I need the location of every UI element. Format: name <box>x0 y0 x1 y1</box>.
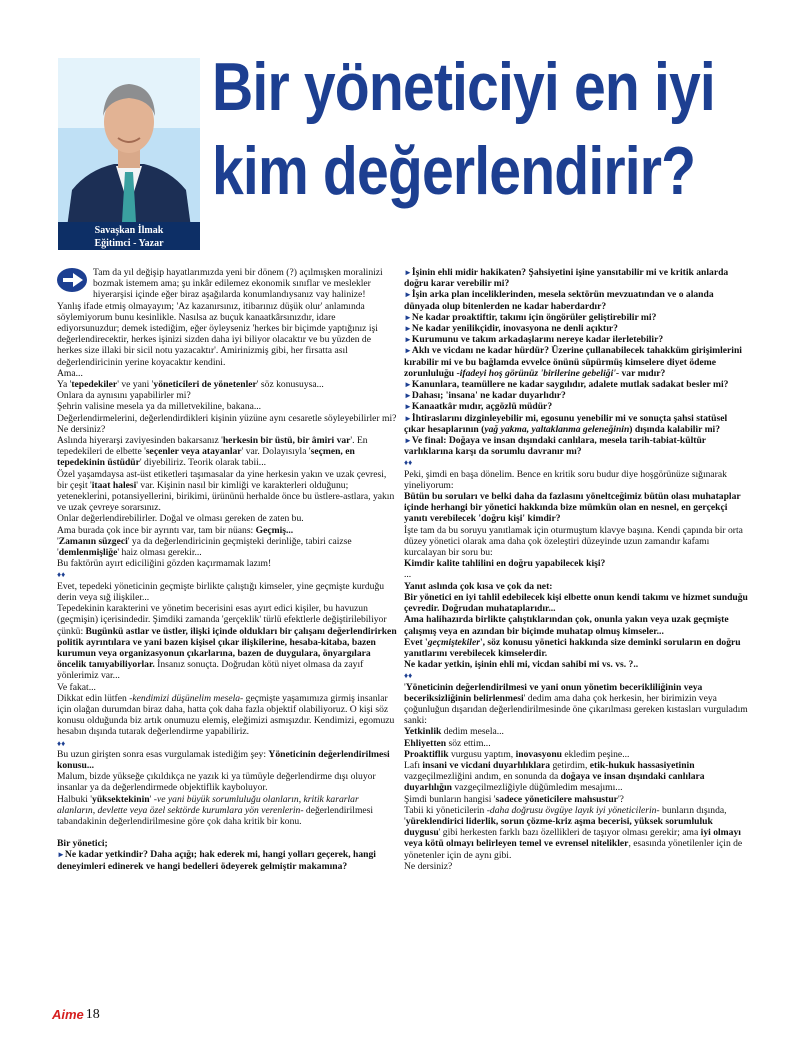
paragraph: Ama... <box>57 367 83 379</box>
paragraph: Kimdir kalite tahlilini en doğru yapabilecek kişi? <box>404 558 606 570</box>
question-item: ►Kanaatkâr mıdır, açgözlü müdür? <box>404 401 553 413</box>
paragraph: Bir yönetici en iyi tahlil edebilecek kişi elbette onun kendi takımı ve hizmet sunduğu çevredir. Doğrudan muhataplarıdır... <box>404 591 748 615</box>
triangle-bullet-icon: ► <box>404 335 412 345</box>
paragraph: Ya 'tepedekiler' ve yani 'yöneticileri de yönetenler' söz konusuysa... <box>57 379 324 391</box>
section-separator: ♦♦ <box>404 671 413 681</box>
article-title <box>212 45 715 213</box>
question-item: ►Aklı ve vicdanı ne kadar hürdür? Üzerine çullanabilecek tahakküm girişimlerini kırabilir mi ve bu bağlamda evvelce önünü süpürmüş kimselere diyet ödeme zorunluluğu -ifadeyi hoş görünüz 'birilerine gebeliği'- var mıdır? <box>404 345 742 379</box>
paragraph: Yanıt aslında çok kısa ve çok da net: <box>404 580 553 592</box>
paragraph: ... <box>404 569 412 581</box>
left-column <box>57 267 397 872</box>
paragraph: Ama burada çok ince bir ayrıntı var, tam bir nüans: Geçmiş... <box>57 524 294 536</box>
paragraph: Tabii ki yöneticilerin -daha doğrusu övgüye layık iyi yöneticilerin- bunların dışında, 'yüreklendirici liderlik, sorun çözme-kriz aşma becerisi, yüksek sorumluluk duygusu' gibi herkesten farklı bazı özellikleri de taşıyor olması gerekir; ama iyi olmayı veya kötü olmayı belirleyen temel ve evrensel nitelikler, esasında yönetilenler için de yönetenler için de aynı gibi. <box>404 804 743 861</box>
question-item: ►İşin arka plan inceliklerinden, mesela sektörün mevzuatından ve o alanda dünyada olup bitenlerden ne kadar haberdardır? <box>404 289 714 312</box>
triangle-bullet-icon: ► <box>404 312 412 322</box>
paragraph: 'Yöneticinin değerlendirilmesi ve yani onun yönetim becerikliliğinin veya beceriksizliğinin belirlenmesi' dedim ama daha çok herkesin, her birimizin veya çoğunluğun dışarıdan değerlendirilmesinde öne çıkarılması gereken kıstasları vurguladım sanki: <box>404 681 748 727</box>
paragraph: Bu faktörün ayırt ediciliğini gözden kaçırmamak lazım! <box>57 558 272 570</box>
paragraph: Dikkat edin lütfen -kendimizi düşünelim mesela- geçmişte yaşamımıza girmiş insanlar için olağan durumdan biraz daha, hatta çok daha fazla objektif olabiliyoruz. O kişi söz konusu olduğunda biz artık onumuzu elemiş, eleğimizi asmışızdır. Kendimizi, egomuzu hesabın dışında tutarak değerlendirme yapabiliriz. <box>57 692 395 738</box>
triangle-bullet-icon: ► <box>404 436 412 446</box>
paragraph: Onlara da aynısını yapabilirler mi? <box>57 390 191 402</box>
paragraph: Proaktiflik vurgusu yaptım, inovasyonu ekledim peşine... <box>404 748 630 760</box>
question-item: ►İhtiraslarını dizginleyebilir mi, egosunu yenebilir mi ve sonuçta şahsi statüsel çıkar hesaplarının (yağ yakma, yaltaklanma geleneğinin) dışında kalabilir mi? <box>404 412 728 435</box>
paragraph: Tam da yıl değişip hayatlarımızda yeni bir dönem (?) açılmışken moralinizi bozmak istemem ama; şu inkâr edilemez ekonomik sınıflar ve meslekler hiyerarşisi içinde eğer biraz aşağılarda konumlandıysanız vay halinize! <box>57 267 397 301</box>
paragraph: Malum, bizde yükseğe çıkıldıkça ne yazık ki ya tümüyle değerlendirme dışı oluyor insanlar ya da değerlendirmede objektiflik kayboluyor. <box>57 771 376 794</box>
paragraph: Bir yönetici; <box>57 838 108 850</box>
question-item: ►İşinin ehli midir hakikaten? Şahsiyetini işine yansıtabilir mi ve kritik anlarda doğru karar verebilir mi? <box>404 267 729 290</box>
paragraph: Yanlış ifade etmiş olmayayım; 'Az kazanırsınız, itibarınız düşük olur' anlamında söylemiyorum bunu kesinlikle. Nasılsa az buçuk kanaatkârsınızdır, idare ediyorsunuzdur; demek istediğim, eğer öyleyseniz 'herkes bir biçimde yaptığınız işi değerlendirecektir, herkes işinizi sizden daha iyi biliyor olacaktır ve bu yüzden de herkes size illaki bir sicil notu yazacaktır'. Amirinizmiş gibi, her firsatta asıl değerlendiricinin yerine koyacaktır kendini. <box>57 300 378 368</box>
section-separator: ♦♦ <box>57 738 66 748</box>
paragraph: Bütün bu soruları ve belki daha da fazlasını yöneltceğimiz bütün olası muhataplar içinde herhangi bir yönetici hakkında bize mümkün olan en nesnel, en gerçekçi yanıtı verebilecek 'doğru kişi' kimdir? <box>404 491 741 525</box>
section-separator: ♦♦ <box>404 458 413 468</box>
question-item: ►Dahası; 'insana' ne kadar duyarlıdır? <box>404 390 566 402</box>
author-name: Savaşkan İlmak <box>94 225 164 236</box>
author-caption <box>58 222 200 250</box>
paragraph: Evet, tepedeki yöneticinin geçmişte birlikte çalıştığı kimseler, yine geçmişte kurduğu derin veya sığ ilişkiler... <box>57 580 385 603</box>
magazine-logo: Aime <box>52 1007 84 1023</box>
section-separator: ♦♦ <box>57 570 66 580</box>
paragraph: Şehrin valisine mesela ya da milletvekiline, bakana... <box>57 401 262 413</box>
paragraph: 'Zamanın süzgeci' ya da değerlendiricinin geçmişteki derinliğe, tabiri caizse 'demlenmişliğe' haiz olması gerekir... <box>57 535 352 559</box>
triangle-bullet-icon: ► <box>404 268 412 277</box>
triangle-bullet-icon: ► <box>404 391 412 401</box>
paragraph: Peki, şimdi en başa dönelim. Bence en kritik soru budur diye hoşgörünüze sığınarak yineliyorum: <box>404 468 727 491</box>
paragraph: Halbuki 'yüksektekinin' -ve yani büyük sorumluluğu olanların, kritik kararlar alanların, devlette veya özel sektörde kurumlara yön verenlerin- değerlendirilmesi tabandakinin değerlendirilmesine göre çok daha kritik bir konu. <box>57 793 374 827</box>
paragraph: Evet 'geçmiştekiler', söz konusu yönetici hakkında size deminki soruların en doğru yanıtlarını verebilecek kimselerdir. <box>404 636 741 659</box>
question-item: ►Ve final: Doğaya ve insan dışındaki canlılara, mesela tarih-tabiat-kültür varlıklarına karşı da sorumlu davranır mı? <box>404 435 706 458</box>
triangle-bullet-icon: ► <box>404 413 412 423</box>
paragraph: Lafı insani ve vicdani duyarlılıklara getirdim, etik-hukuk hassasiyetinin vazgeçilmezliğini andım, en sonunda da doğaya ve insan dışındaki canlılara duyarlılığın vazgeçilmezliğiyle düğümledim mesajımı... <box>404 759 705 794</box>
paragraph: Onlar değerlendirebilirler. Doğal ve olması gereken de zaten bu. <box>57 513 304 525</box>
right-column <box>404 267 748 872</box>
question-item: ►Ne kadar yenilikçidir, inovasyona ne denli açıktır? <box>404 323 618 335</box>
paragraph: Ne dersiniz? <box>404 860 453 872</box>
question-item: ►Kurumunu ve takım arkadaşlarını nereye kadar ilerletebilir? <box>404 334 664 346</box>
paragraph: Ne kadar yetkin, işinin ehli mi, vicdan sahibi mi vs. vs. ?.. <box>404 659 639 671</box>
paragraph: Değerlendirmelerini, değerlendirdikleri kişinin yüzüne aynı cesaretle söyleyebilirler mi? Ne dersiniz? <box>57 412 397 435</box>
question-item: ►Kanunlara, teamüllere ne kadar saygılıdır, adalete mutlak sadakat besler mi? <box>404 379 729 391</box>
title-line-2: kim değerlendirir? <box>212 133 696 209</box>
title-line-1: Bir yöneticiyi en iyi <box>212 49 715 125</box>
page-number: 18 <box>85 1006 100 1022</box>
triangle-bullet-icon: ► <box>404 380 412 390</box>
paragraph: Ehliyetten söz ettim... <box>404 737 491 749</box>
paragraph: Şimdi bunların hangisi 'sadece yöneticilere mahsustur'? <box>404 793 624 805</box>
paragraph: Özel yaşamdaysa ast-üst etiketleri taşımasalar da yine herkesin yakın ve uzak çevresi, bir çeşit 'itaat halesi' var. Kişinin nasıl bir kimliği ve karakterleri olduğunu; yetenekleri̇ni, potansiyellerini, birikimi, ürününü herhalde önce bu üstlere-astlara, yakın ve uzak çevreye sorarsınız. <box>57 468 395 514</box>
paragraph: Yetkinlik dedim mesela... <box>404 726 504 738</box>
paragraph: Ama halihazırda birlikte çalıştıklarından çok, onunla yakın veya uzak geçmişte çalışmış veya en azından bir biçimde muhatap olmuş kimseler... <box>404 614 729 637</box>
triangle-bullet-icon: ► <box>404 346 412 356</box>
triangle-bullet-icon: ► <box>57 850 65 860</box>
question-item: ►Ne kadar yetkindir? Daha açığı; hak ederek mi, hangi yolları geçerek, hangi deneyimleri edinerek ve hangi bedelleri ödeyerek gelmiştir makamına? <box>57 849 376 872</box>
triangle-bullet-icon: ► <box>404 290 412 300</box>
arrow-right-icon <box>57 268 89 292</box>
paragraph: Aslında hiyerarşi zaviyesinden bakarsanız 'herkesin bir üstü, bir âmiri var'. En tepedekileri de elbette 'seçenler veya atayanlar' var. Dolayısıyla 'seçmen, en tepedekinin üstüdür' diyebiliriz. Teorik olarak tabii... <box>57 435 368 469</box>
page-footer <box>52 1006 100 1026</box>
paragraph: Bu uzun girişten sonra esas vurgulamak istediğim şey: Yöneticinin değerlendirilmesi konusu... <box>57 748 390 771</box>
author-role: Eğitimci - Yazar <box>94 238 164 249</box>
paragraph: Tepedekinin karakterini ve yönetim becerisini esas ayırt edici kişiler, bu havuzun (geçmişin) içerisindedir. Şimdiki zamanda 'gerçeklik' türlü efektlerle değiştirilebiliyor çünkü: Bugünkü astlar ve üstler, ilişki içinde oldukları bir çalışanı değerlendirirken politik ayrıntılara ve yani bazen kişisel çıkar ilişkilerine, hesaba-kitaba, bazen kurumun veya organizasyonun çıkarlarına, bazen de duygulara, önyargılara öncelik tanıyabiliyorlar. İnsanız sonuçta. Doğrudan kötü niyet olmasa da zayıf yönlerimiz var... <box>57 603 397 682</box>
triangle-bullet-icon: ► <box>404 402 412 412</box>
question-item: ►Ne kadar proaktiftir, takımı için öngörüler geliştirebilir mi? <box>404 311 657 323</box>
paragraph: Ve fakat... <box>57 681 96 693</box>
triangle-bullet-icon: ► <box>404 324 412 334</box>
paragraph: İşte tam da bu soruyu yanıtlamak için oturmuştum klavye başına. Kendi çapında bir orta düzey yönetici olarak ama daha çok özeleştiri düzeyinde uzun zamandır kafamı kurcalayan bir soru bu: <box>404 524 743 559</box>
